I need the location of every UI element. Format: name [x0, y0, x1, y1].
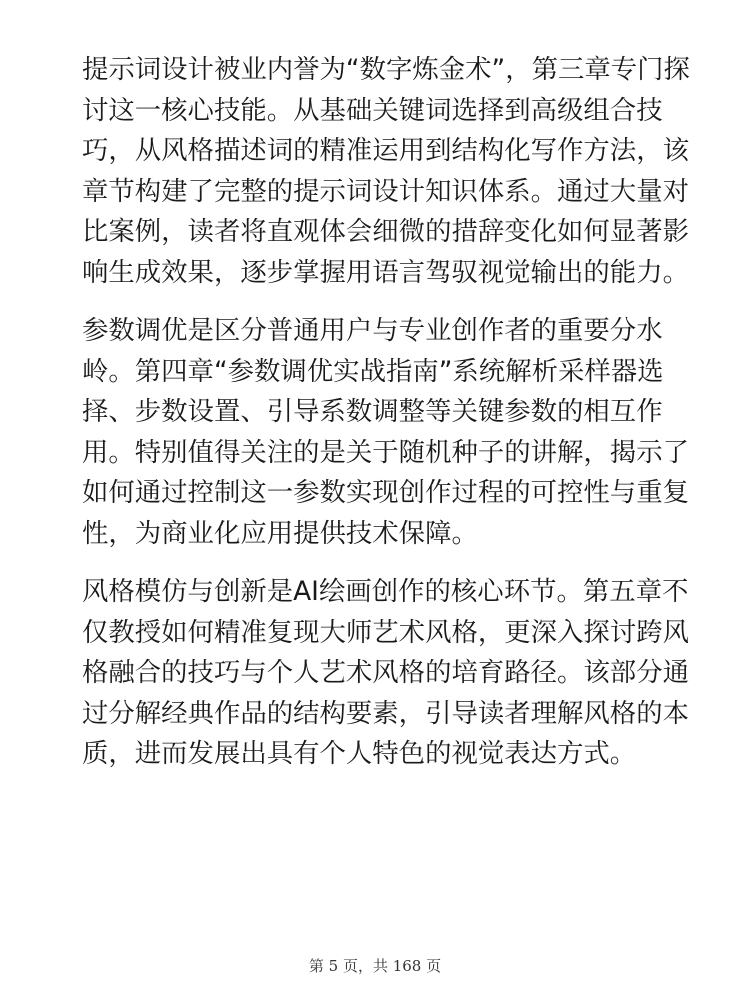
- page-number-footer: 第 5 页，共 168 页: [308, 957, 442, 975]
- paragraph-style-imitation: 风格模仿与创新是AI绘画创作的核心环节。第五章不仅教授如何精准复现大师艺术风格，更深入探讨跨风格融合的技巧与个人艺术风格的培育路径。该部分通过分解经典作品的结构要素，引导读者理解风格的本质，进而发展出具有个人特色的视觉表达方式。: [82, 576, 689, 769]
- paragraph-parameter-tuning: 参数调优是区分普通用户与专业创作者的重要分水岭。第四章“参数调优实战指南”系统解析采样器选择、步数设置、引导系数调整等关键参数的相互作用。特别值得关注的是关于随机种子的讲解，揭示了如何通过控制这一参数实现创作过程的可控性与重复性，为商业化应用提供技术保障。: [82, 315, 689, 549]
- body-text: [82, 50, 698, 793]
- paragraph-prompt-design: 提示词设计被业内誉为“数字炼金术”，第三章专门探讨这一核心技能。从基础关键词选择到高级组合技巧，从风格描述词的精准运用到结构化写作方法，该章节构建了完整的提示词设计知识体系。通过大量对比案例，读者将直观体会细微的措辞变化如何显著影响生成效果，逐步掌握用语言驾驭视觉输出的能力。: [82, 54, 690, 288]
